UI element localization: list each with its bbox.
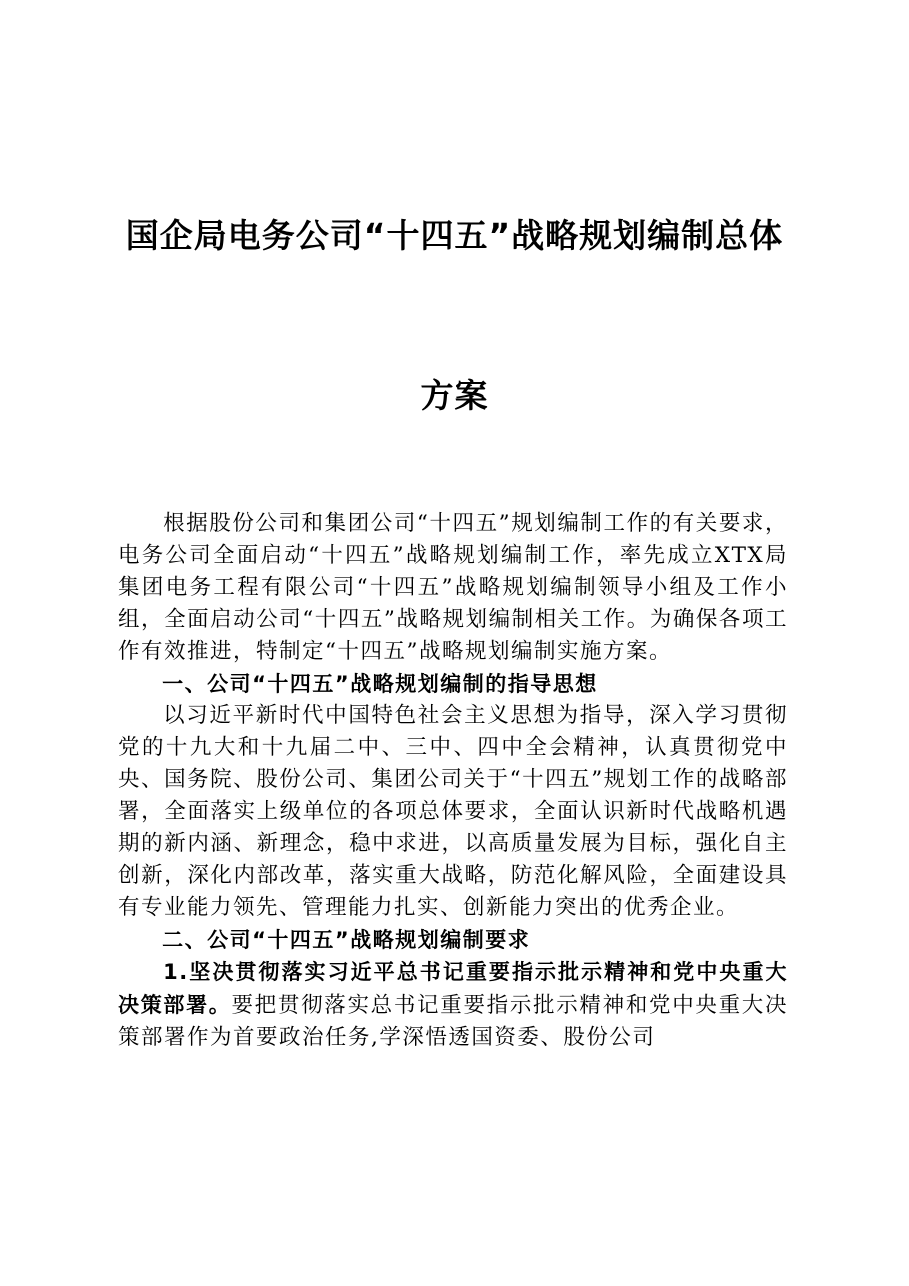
guiding-thought-paragraph: 以习近平新时代中国特色社会主义思想为指导，深入学习贯彻党的十九大和十九届二中、三中、四中全会精神，认真贯彻党中央、国务院、股份公司、集团公司关于“十四五”规划工作的战略部署，全面落实上级单位的各项总体要求，全面认识新时代战略机遇期的新内涵、新理念，稳中求进，以高质量发展为目标，强化自主创新，深化内部改革，落实重大战略，防范化解风险，全面建设具有专业能力领先、管理能力扎实、创新能力突出的优秀企业。: [118, 703, 788, 920]
requirement-item-1-text: 要把贯彻落实总书记重要指示批示精神和党中央重大决策部署作为首要政治任务,学深悟透国资委、股份公司: [118, 993, 788, 1050]
section-heading-2: 二、公司“十四五”战略规划编制要求: [162, 928, 531, 952]
requirement-item-1: [118, 956, 788, 1054]
document-title-line-2: 方案: [420, 376, 489, 415]
section-heading-1: 一、公司“十四五”战略规划编制的指导思想: [162, 672, 598, 696]
intro-paragraph: 根据股份公司和集团公司“十四五”规划编制工作的有关要求，电务公司全面启动“十四五”战略规划编制工作，率先成立XTX局集团电务工程有限公司“十四五”战略规划编制领导小组及工作小组，全面启动公司“十四五”战略规划编制相关工作。为确保各项工作有效推进，特制定“十四五”战略规划编制实施方案。: [118, 511, 788, 664]
document-body: [118, 508, 788, 1054]
document-title-line-1: 国企局电务公司“十四五”战略规划编制总体: [125, 216, 784, 255]
requirement-item-1-lead: 1.坚决贯彻落实习近平总书记重要指示批示精神和党中央重大决策部署。: [118, 960, 788, 1017]
